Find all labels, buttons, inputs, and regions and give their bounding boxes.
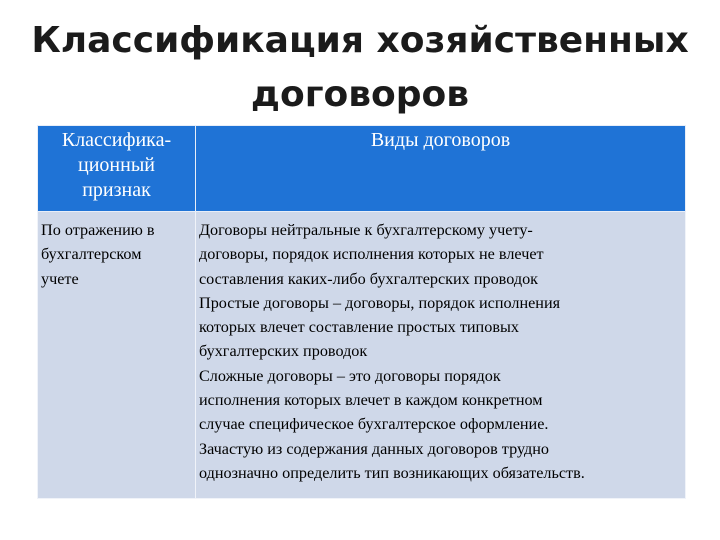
- title-line-2: договоров: [250, 74, 470, 115]
- types-line: бухгалтерских проводок: [199, 342, 368, 361]
- types-line: составления каких-либо бухгалтерских проводок: [199, 269, 539, 288]
- types-line: которых влечет составление простых типовых: [199, 318, 519, 337]
- types-line: однозначно определить тип возникающих обязательств.: [199, 463, 585, 482]
- criterion-line: бухгалтерском: [41, 245, 142, 264]
- header-criterion-line: ционный: [78, 154, 155, 176]
- criterion-line: учете: [41, 269, 79, 288]
- table-header-row: [38, 126, 686, 212]
- page-title: [0, 14, 720, 122]
- types-line: Сложные договоры – это договоры порядок: [199, 366, 501, 385]
- table-row: [38, 212, 686, 499]
- types-line: Зачастую из содержания данных договоров трудно: [199, 439, 550, 458]
- header-criterion: [38, 126, 196, 212]
- classification-table: [37, 125, 686, 499]
- types-line: случае специфическое бухгалтерское оформление.: [199, 415, 549, 434]
- header-criterion-line: признак: [82, 179, 151, 201]
- types-line: Простые договоры – договоры, порядок исполнения: [199, 293, 561, 312]
- header-criterion-line: Классифика-: [61, 129, 172, 151]
- title-line-1: Классификация хозяйственных: [31, 20, 689, 61]
- types-line: исполнения которых влечет в каждом конкретном: [199, 391, 543, 410]
- criterion-line: По отражению в: [41, 221, 155, 239]
- types-line: Договоры нейтральные к бухгалтерскому учету-: [199, 221, 533, 239]
- types-line: договоры, порядок исполнения которых не влечет: [199, 245, 544, 264]
- cell-criterion: [38, 212, 196, 499]
- header-types-label: Виды договоров: [370, 129, 511, 151]
- header-types: [196, 126, 686, 212]
- cell-types: [196, 212, 686, 499]
